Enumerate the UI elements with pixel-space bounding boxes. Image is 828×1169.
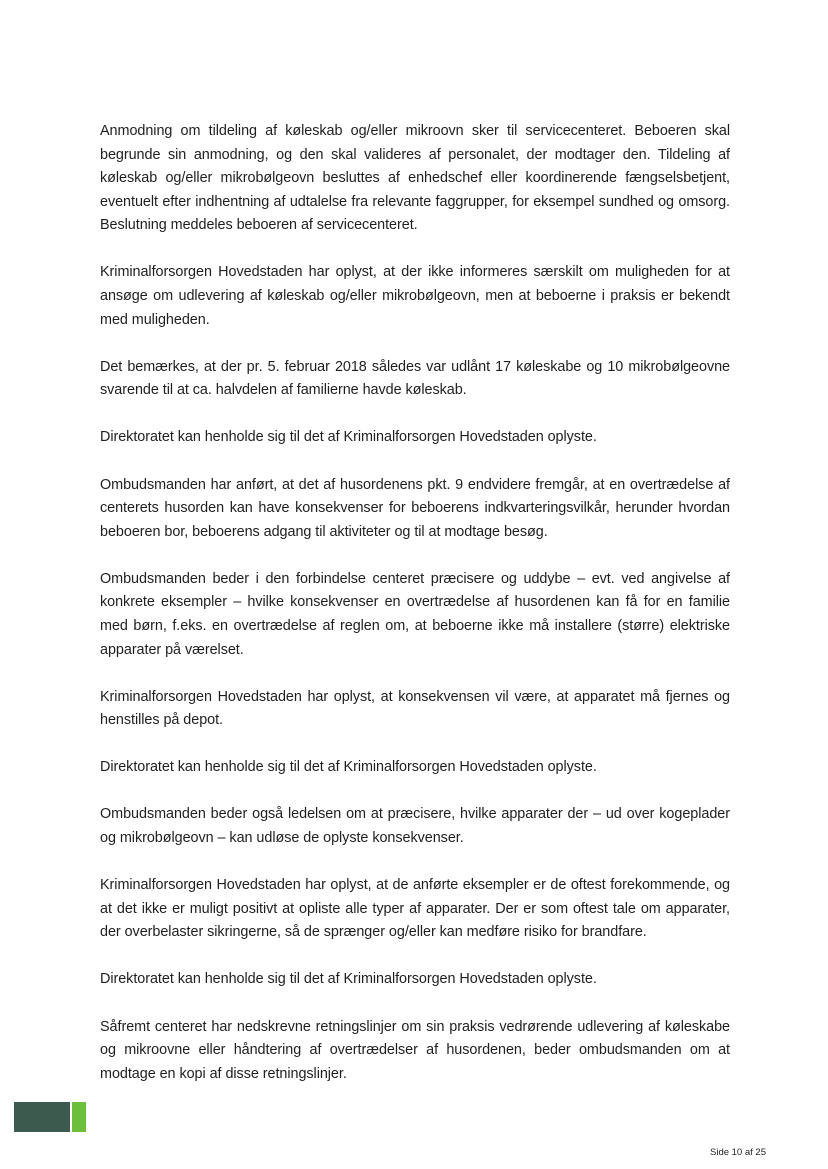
paragraph: Såfremt centeret har nedskrevne retningslinjer om sin praksis vedrørende udlevering af køleskabe og mikroovne eller håndtering af overtrædelser af husordenen, beder ombudsmanden om at modtage en kopi af disse retningslinjer.	[100, 1018, 730, 1082]
logo-green-bar	[72, 1102, 86, 1132]
paragraph: Kriminalforsorgen Hovedstaden har oplyst, at konsekvensen vil være, at apparatet må fjernes og henstilles på depot.	[100, 688, 730, 729]
page-number: Side 10 af 25	[710, 1147, 766, 1158]
paragraph: Ombudsmanden beder i den forbindelse centeret præcisere og uddybe – evt. ved angivelse af konkrete eksempler – hvilke konsekvenser en overtrædelse af husordenen kan få for en familie med børn, f.eks. en overtrædelse af reglen om, at beboerne ikke må installere (større) elektriske apparater på værelset.	[100, 570, 730, 658]
logo-dark-block	[14, 1102, 70, 1132]
paragraph: Direktoratet kan henholde sig til det af Kriminalforsorgen Hovedstaden oplyste.	[100, 759, 597, 776]
paragraph: Anmodning om tildeling af køleskab og/eller mikroovn sker til servicecenteret. Beboeren skal begrunde sin anmodning, og den skal valideres af personalet, der modtager den. Tildeling af køleskab og/eller mikrobølgeovn besluttes af enhedschef eller koordinerende fængselsbetjent, eventuelt efter indhentning af udtalelse fra relevante faggrupper, for eksempel sundhed og omsorg. Beslutning meddeles beboeren af servicecenteret.	[100, 123, 730, 234]
paragraph: Kriminalforsorgen Hovedstaden har oplyst, at de anførte eksempler er de oftest forekommende, og at det ikke er muligt positivt at opliste alle typer af apparater. Der er som oftest tale om apparater, der overbelaster sikringerne, så de sprænger og/eller kan medføre risiko for brandfare.	[100, 877, 730, 941]
paragraph: Det bemærkes, at der pr. 5. februar 2018 således var udlånt 17 køleskabe og 10 mikrobølgeovne svarende til at ca. halvdelen af familierne havde køleskab.	[100, 358, 730, 399]
paragraph: Ombudsmanden beder også ledelsen om at præcisere, hvilke apparater der – ud over kogeplader og mikrobølgeovn – kan udløse de oplyste konsekvenser.	[100, 806, 730, 847]
paragraph: Direktoratet kan henholde sig til det af Kriminalforsorgen Hovedstaden oplyste.	[100, 429, 597, 446]
paragraph: Direktoratet kan henholde sig til det af Kriminalforsorgen Hovedstaden oplyste.	[100, 971, 597, 988]
body-text	[100, 120, 730, 1110]
paragraph: Ombudsmanden har anført, at det af husordenens pkt. 9 endvidere fremgår, at en overtrædelse af centerets husorden kan have konsekvenser for beboerens indkvarteringsvilkår, herunder hvordan beboeren bor, beboerens adgang til aktiviteter og til at modtage besøg.	[100, 476, 730, 540]
footer-logo	[14, 1102, 86, 1132]
paragraph: Kriminalforsorgen Hovedstaden har oplyst, at der ikke informeres særskilt om muligheden for at ansøge om udlevering af køleskab og/eller mikrobølgeovn, men at beboerne i praksis er bekendt med muligheden.	[100, 264, 730, 328]
